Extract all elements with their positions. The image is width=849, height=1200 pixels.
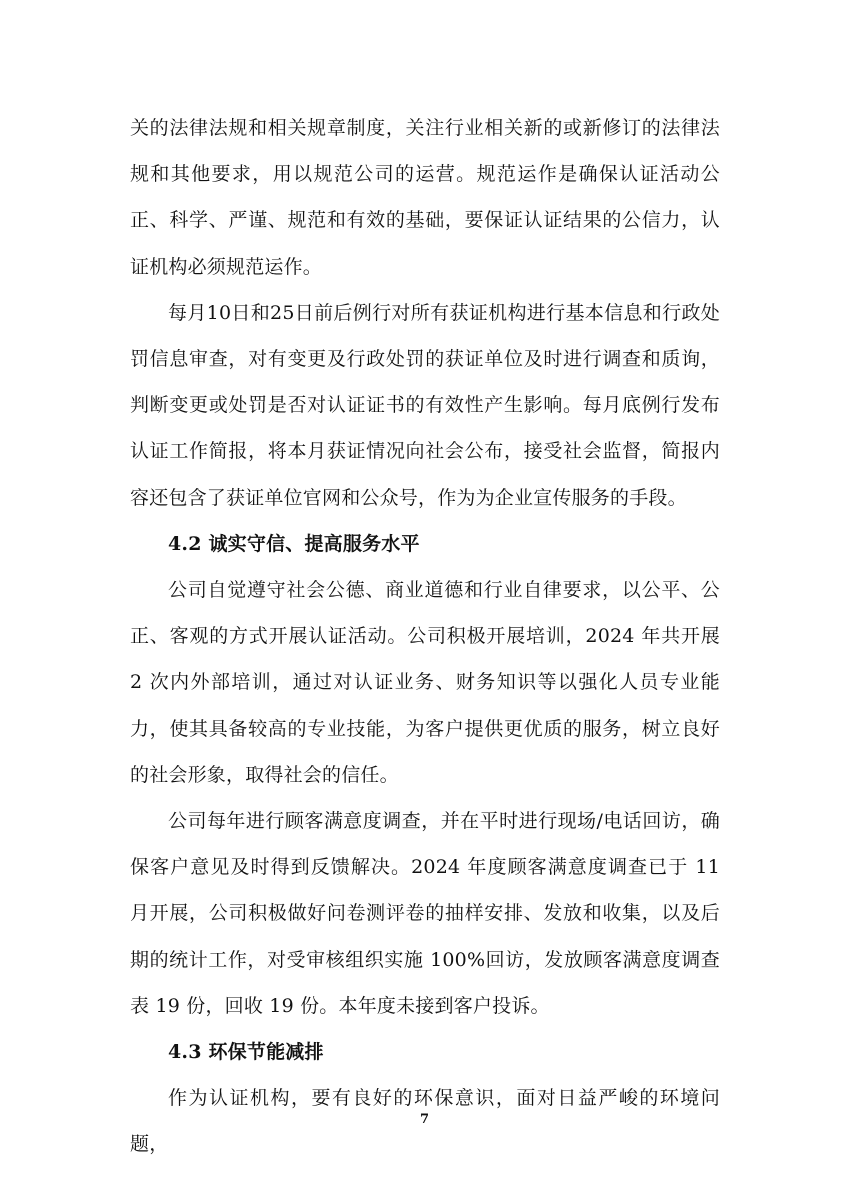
section-heading-4-2: 4.2 诚实守信、提高服务水平 [168,532,420,555]
section-heading-4-3: 4.3 环保节能减排 [168,1041,324,1064]
paragraph-monthly-review: 每月10日和25日前后例行对所有获证机构进行基本信息和行政处罚信息审查，对有变更及行政处罚的获证单位及时进行调查和质询，判断变更或处罚是否对认证证书的有效性产生影响。每月底例行发布认证工作简报，将本月获证情况向社会公布，接受社会监督，简报内容还包含了获证单位官网和公众号，作为为企业宣传服务的手段。 [130,301,720,509]
document-body [130,105,720,1168]
paragraph-customer-satisfaction: 公司每年进行顾客满意度调查，并在平时进行现场/电话回访，确保客户意见及时得到反馈解决。2024 年度顾客满意度调查已于 11 月开展，公司积极做好问卷测评卷的抽样安排、发放和收集，以及后期的统计工作，对受审核组织实施 100%回访，发放顾客满意度调查表 19 份，回收 19 份。本年度未接到客户投诉。 [130,810,720,1017]
page-number: 7 [419,1112,430,1127]
paragraph-environment: 作为认证机构，要有良好的环保意识，面对日益严峻的环境问题， [130,1087,720,1156]
paragraph-training: 公司自觉遵守社会公德、商业道德和行业自律要求，以公平、公正、客观的方式开展认证活动。公司积极开展培训，2024 年共开展 2 次内外部培训，通过对认证业务、财务知识等以强化人员专业能力，使其具备较高的专业技能，为客户提供更优质的服务，树立良好的社会形象，取得社会的信任。 [130,579,720,786]
paragraph-regulation: 关的法律法规和相关规章制度，关注行业相关新的或新修订的法律法规和其他要求，用以规范公司的运营。规范运作是确保认证活动公正、科学、严谨、规范和有效的基础，要保证认证结果的公信力，认证机构必须规范运作。 [130,117,720,278]
